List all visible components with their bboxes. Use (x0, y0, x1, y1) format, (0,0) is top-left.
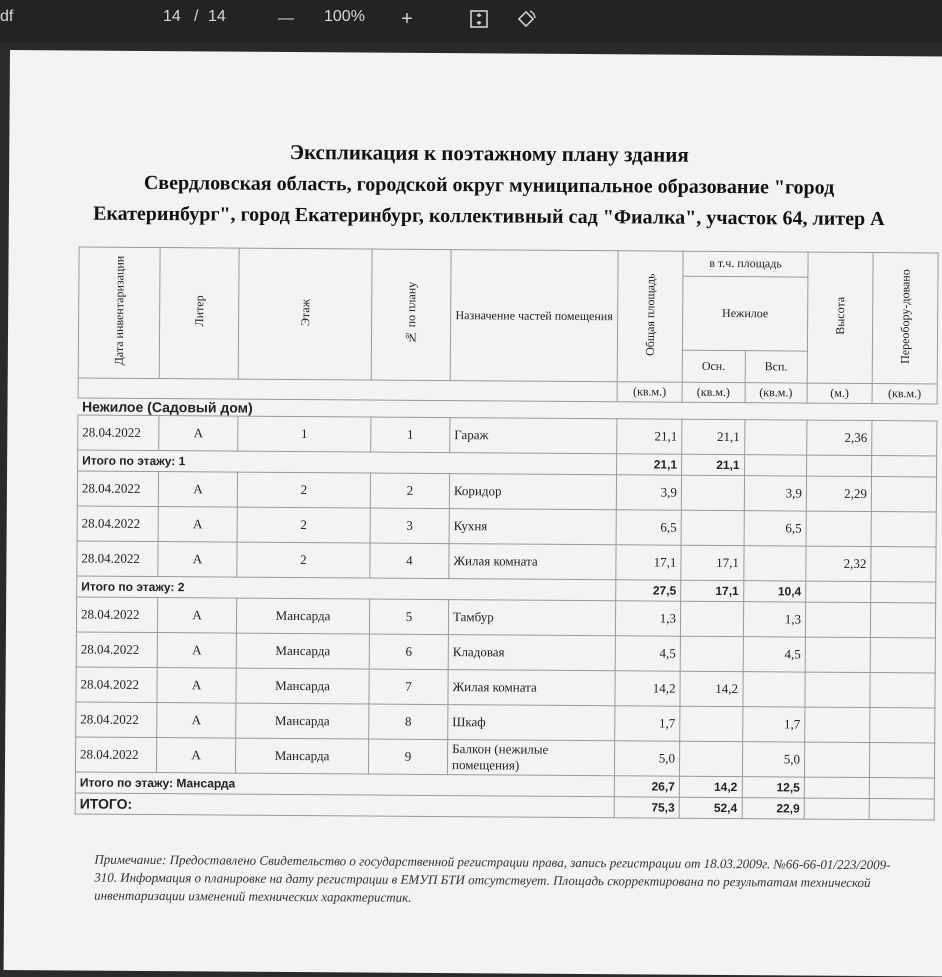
grand-total-row: ИТОГО: 75,3 52,4 22,9 (75, 793, 934, 820)
fit-page-button[interactable] (466, 6, 492, 32)
document-subtitle-1: Свердловская область, городской округ муниципальное образование "город (143, 171, 835, 199)
pdf-toolbar (0, 0, 942, 42)
header-rebuilt: Переобору-довано (872, 253, 938, 384)
header-total-area: Общая площадь (617, 251, 683, 382)
section-heading: Нежилое (Садовый дом) (78, 398, 937, 421)
table-row: 28.04.2022 А 2 4 Жилая комната 17,1 17,1 2,32 (77, 541, 936, 582)
rotate-icon (516, 8, 538, 30)
subtotal-row: Итого по этажу: 1 21,1 21,1 (78, 450, 937, 477)
table-row: 28.04.2022 А 2 3 Кухня 6,5 6,5 (77, 506, 936, 547)
table-row: 28.04.2022 А Мансарда 5 Тамбур 1,3 1,3 (76, 597, 935, 638)
unit-aux: (кв.м.) (745, 383, 808, 403)
document-note: Примечание: Предоставлено Свидетельство о государственной регистрации права, запись регистрации от 18.03.2009г. №66-66-01/223/2009-310. Информация о планировке на дату регистрации в ЕМУП БТИ отсутствует. Площадь скорректирована по результатам технической инвентаризации изменений технических характеристик. (94, 851, 891, 905)
table-row: 28.04.2022 А Мансарда 6 Кладовая 4,5 4,5 (76, 632, 935, 673)
subtotal-row: Итого по этажу: Мансарда 26,7 14,2 12,5 (75, 772, 934, 799)
zoom-in-button[interactable]: + (401, 7, 413, 30)
document-page (4, 50, 942, 977)
unit-total: (кв.м.) (617, 382, 682, 402)
document-title: Экспликация к поэтажному плану здания (289, 139, 689, 167)
zoom-level: 100% (324, 8, 365, 25)
header-main: Осн. (682, 351, 745, 383)
document-subtitle-2: Екатеринбург", город Екатеринбург, коллективный сад "Фиалка", участок 64, литер А (93, 202, 885, 231)
subtotal-row: Итого по этажу: 2 27,5 17,1 10,4 (77, 576, 936, 603)
header-incl-area: в т.ч. площадь (683, 251, 808, 277)
unit-height: (м.) (807, 383, 872, 403)
table-row: 28.04.2022 А Мансарда 8 Шкаф 1,7 1,7 (76, 702, 935, 743)
header-date: Дата инвентаризации (78, 247, 160, 379)
table-row: 28.04.2022 А Мансарда 9 Балкон (нежилые помещения) 5,0 5,0 (75, 737, 934, 778)
header-floor: Этаж (238, 248, 372, 380)
unit-main: (кв.м.) (682, 382, 745, 402)
unit-rebuilt: (кв.м.) (872, 384, 937, 404)
zoom-out-button[interactable]: — (278, 10, 294, 27)
app-title: df (0, 8, 14, 25)
header-aux: Всп. (745, 351, 808, 383)
fit-page-icon (469, 9, 489, 29)
explication-table (75, 246, 939, 820)
header-nonresidential: Нежилое (682, 276, 808, 351)
rotate-button[interactable] (514, 6, 540, 32)
header-purpose: Назначение частей помещения (450, 250, 618, 382)
header-height: Высота (807, 252, 873, 383)
page-total: 14 (208, 8, 226, 25)
table-row: 28.04.2022 А Мансарда 7 Жилая комната 14,2 14,2 (76, 667, 935, 708)
header-number: № по плану (371, 249, 451, 381)
page-separator: / (194, 8, 199, 25)
table-row: 28.04.2022 А 2 2 Коридор 3,9 3,9 2,29 (77, 471, 936, 512)
header-liter: Литер (159, 248, 239, 380)
table-row: 28.04.2022 А 1 1 Гараж 21,1 21,1 2,36 (78, 415, 937, 456)
page-current[interactable]: 14 (163, 8, 181, 25)
